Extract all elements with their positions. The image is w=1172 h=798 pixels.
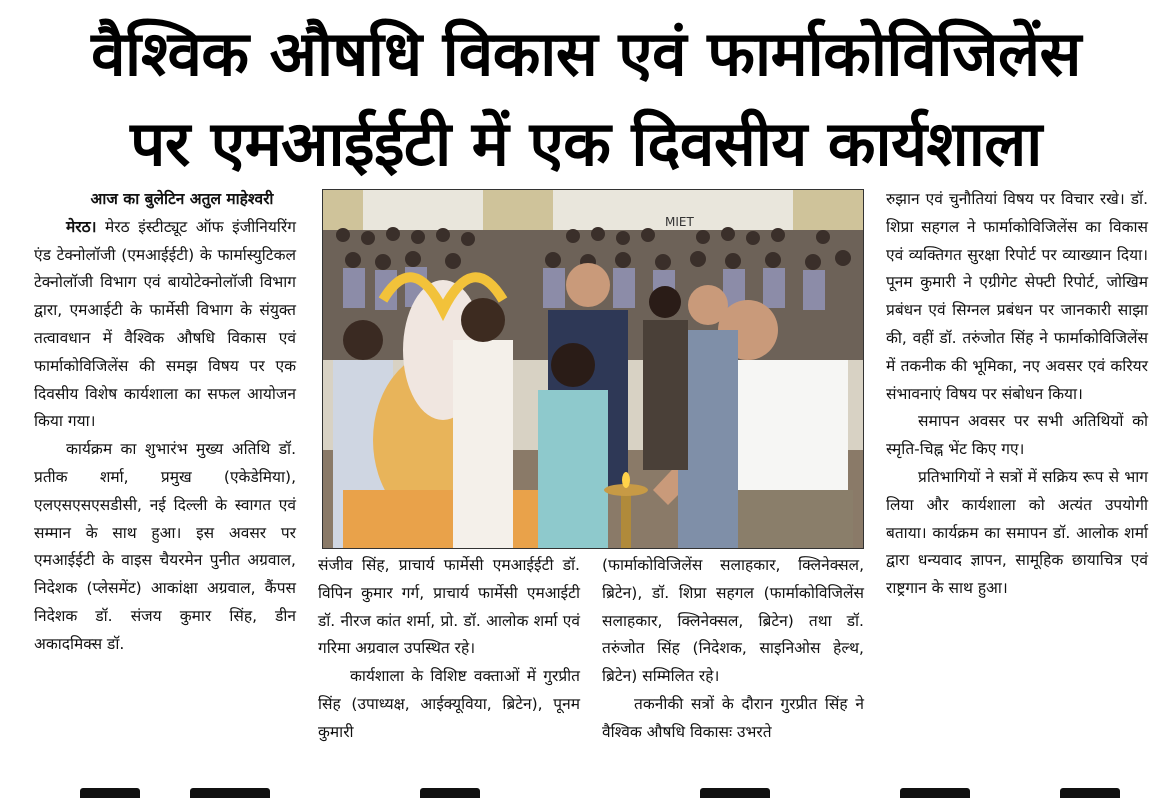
article-paragraph [34, 214, 296, 436]
article-paragraph: (फार्माकोविजिलेंस सलाहकार, क्लिनेक्सल, ब्रिटेन), डॉ. शिप्रा सहगल (फार्माकोविजिलेंस सलाहकार, क्लिनेक्सल, ब्रिटेन) तथा डॉ. तरुंजोत सिंह (निदेशक, साइनिओस हेल्थ, ब्रिटेन) सम्मिलित रहे। [602, 556, 864, 686]
article-column-3 [602, 552, 864, 747]
next-headline-strip [0, 786, 1172, 798]
article-column-4 [886, 186, 1148, 603]
headline-line-2: पर एमआईईटी में एक दिवसीय कार्यशाला [130, 107, 1042, 180]
article-paragraph: रुझान एवं चुनौतियां विषय पर विचार रखे। डॉ. शिप्रा सहगल ने फार्माकोविजिलेंस का विकास एवं व्यक्तिगत सुरक्षा रिपोर्ट पर व्याख्यान दिया। पूनम कुमारी ने एग्रीगेट सेफ्टी रिपोर्ट, जोखिम प्रबंधन एवं सिग्नल प्रबंधन पर जानकारी साझा की, वहीं डॉ. तरुंजोत सिंह ने फार्माकोविजिलेंस में तकनीक की भूमिका, नए अवसर एवं करियर संभावनाएं विषय पर संबोधन किया। [886, 190, 1148, 403]
article-paragraph: कार्यक्रम का शुभारंभ मुख्य अतिथि डॉ. प्रतीक शर्मा, प्रमुख (एकेडेमिया), एलएसएसएसडीसी, नई दिल्ली के स्वागत एवं सम्मान के साथ हुआ। इस अवसर पर एमआईईटी के वाइस चैयरमेन पुनीत अग्रवाल, निदेशक (प्लेसमेंट) आकांक्षा अग्रवाल, कैंपस निदेशक डॉ. संजय कुमार सिंह, डीन अकादमिक्स डॉ. [34, 440, 296, 653]
dateline: मेरठ। [66, 217, 97, 236]
headline-line-1: वैश्विक औषधि विकास एवं फार्माकोविजिलेंस [91, 17, 1081, 90]
paragraph-text: मेरठ इंस्टीट्यूट ऑफ इंजीनियरिंग एंड टेक्नोलॉजी (एमआईईटी) के फार्मास्युटिकल टेक्नोलॉजी विभाग एवं बायोटेक्नोलॉजी विभाग द्वारा, एमआईटी के फार्मेसी विभाग के संयुक्त तत्वावधान में वैश्विक औषधि विकास एवं फार्माकोविजिलेंस की समझ विषय पर एक दिवसीय विशेष कार्यशाला का सफल आयोजन किया गया। [34, 217, 296, 431]
event-photo [322, 189, 864, 549]
article-paragraph: समापन अवसर पर सभी अतिथियों को स्मृति-चिह्न भेंट किए गए। [886, 412, 1148, 459]
byline: आज का बुलेटिन अतुल माहेश्वरी [90, 190, 274, 208]
article-paragraph: तकनीकी सत्रों के दौरान गुरप्रीत सिंह ने वैश्विक औषधि विकासः उभरते [602, 694, 864, 741]
article-column-2 [318, 552, 580, 747]
lamp-lighting-photo-illustration [323, 190, 863, 548]
article-paragraph: कार्यशाला के विशिष्ट वक्ताओं में गुरप्रीत सिंह (उपाध्यक्ष, आईक्यूविया, ब्रिटेन), पूनम कुमारी [318, 667, 580, 741]
previous-article-strip [0, 0, 1172, 8]
banner-text: MIET [665, 215, 694, 229]
article-paragraph: संजीव सिंह, प्राचार्य फार्मेसी एमआईईटी डॉ. विपिन कुमार गर्ग, प्राचार्य फार्मेसी एमआईटी डॉ. नीरज कांत शर्मा, प्रो. डॉ. आलोक शर्मा एवं गरिमा अग्रवाल उपस्थित रहे। [318, 556, 580, 658]
article-column-1 [34, 186, 296, 659]
article-paragraph: प्रतिभागियों ने सत्रों में सक्रिय रूप से भाग लिया और कार्यशाला को अत्यंत उपयोगी बताया। कार्यक्रम का समापन डॉ. आलोक शर्मा द्वारा धन्यवाद ज्ञापन, सामूहिक छायाचित्र एवं राष्ट्रगान के साथ हुआ। [886, 467, 1148, 598]
